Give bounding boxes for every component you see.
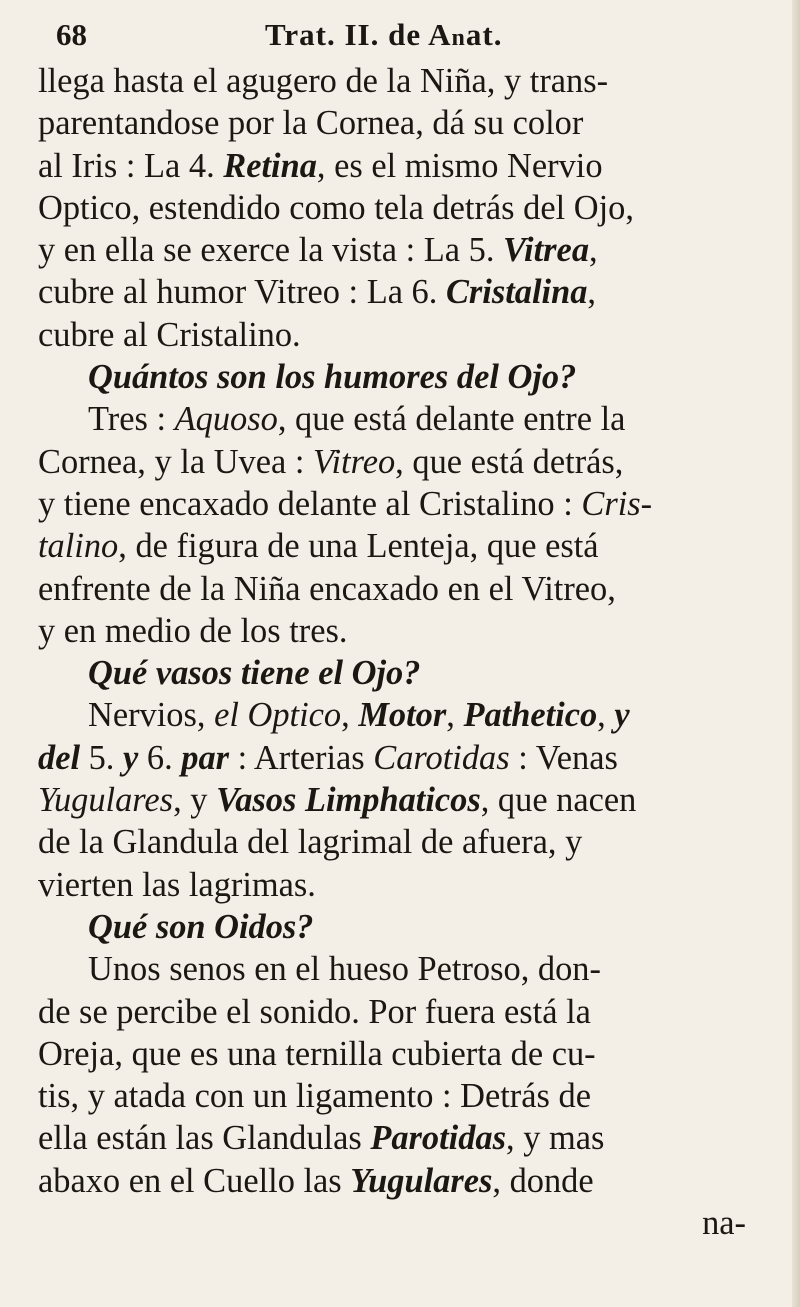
text-line: al Iris : La 4. Retina, es el mismo Nervio (38, 146, 603, 185)
text-line: de la Glandula del lagrimal de afuera, y (38, 823, 583, 862)
text-line: cubre al humor Vitreo : La 6. Cristalina, (38, 273, 597, 312)
text-line: Optico, estendido como tela detrás del Ojo, (38, 188, 634, 227)
text-line: de se percibe el sonido. Por fuera está la (38, 992, 591, 1031)
text-line: y en medio de los tres. (38, 611, 348, 650)
text-line: y en ella se exerce la vista : La 5. Vitrea, (38, 231, 598, 270)
text-line: Unos senos en el hueso Petroso, don- (88, 950, 601, 989)
text-line: vierten las lagrimas. (38, 865, 316, 904)
text-line: Yugulares, y Vasos Limphaticos, que nacen (38, 781, 637, 820)
running-title: Trat. II. de Anat. (265, 17, 503, 52)
question-heading: Qué son Oidos? (88, 907, 314, 946)
text-line: talino, de figura de una Lenteja, que está (38, 527, 599, 566)
page-header (38, 10, 758, 60)
question-heading: Quántos son los humores del Ojo? (88, 358, 577, 397)
page-number: 68 (56, 17, 87, 52)
page-edge (792, 0, 800, 1307)
catchword: na- (702, 1204, 746, 1243)
text-line: enfrente de la Niña encaxado en el Vitreo, (38, 569, 616, 608)
text-line: tis, y atada con un ligamento : Detrás de (38, 1077, 591, 1116)
text-line: Tres : Aquoso, que está delante entre la (88, 400, 626, 439)
body-text (38, 60, 758, 1244)
text-line: Oreja, que es una ternilla cubierta de cu- (38, 1034, 596, 1073)
question-heading: Qué vasos tiene el Ojo? (88, 654, 421, 693)
text-line: abaxo en el Cuello las Yugulares, donde (38, 1161, 594, 1200)
text-line: ella están las Glandulas Parotidas, y mas (38, 1119, 605, 1158)
text-line: del 5. y 6. par : Arterias Carotidas : Venas (38, 738, 618, 777)
text-line: cubre al Cristalino. (38, 315, 301, 354)
text-line: llega hasta el agugero de la Niña, y trans- (38, 62, 609, 100)
text-line: Nervios, el Optico, Motor, Pathetico, y (88, 696, 630, 735)
text-line: parentandose por la Cornea, dá su color (38, 104, 584, 143)
text-line: Cornea, y la Uvea : Vitreo, que está detrás, (38, 442, 624, 481)
text-line: y tiene encaxado delante al Cristalino : Cris- (38, 484, 653, 523)
